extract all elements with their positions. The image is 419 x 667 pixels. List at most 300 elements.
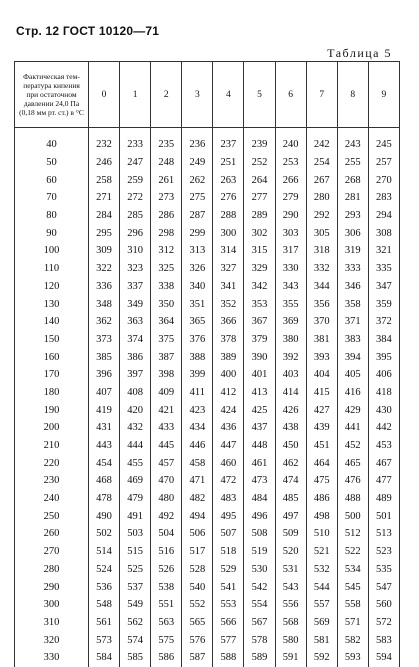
table-cell: 396 [89,366,120,384]
table-cell: 254 [306,154,337,172]
table-cell: 347 [368,278,399,296]
table-cell: 460 [213,454,244,472]
table-cell: 248 [151,154,182,172]
table-cell: 310 [120,242,151,260]
table-cell: 451 [306,437,337,455]
table-cell: 436 [213,419,244,437]
table-row [15,207,400,225]
table-cell: 468 [89,472,120,490]
table-cell: 289 [244,207,275,225]
table-cell: 295 [89,224,120,242]
table-cell: 443 [89,437,120,455]
table-cell: 554 [244,596,275,614]
table-row [15,419,400,437]
table-cell: 416 [337,384,368,402]
table-cell: 540 [182,578,213,596]
table-cell: 441 [337,419,368,437]
table-cell: 478 [89,490,120,508]
table-cell: 433 [151,419,182,437]
table-cell: 470 [151,472,182,490]
table-cell: 413 [244,384,275,402]
row-label: 40 [15,128,89,154]
table-cell: 480 [151,490,182,508]
table-cell: 411 [182,384,213,402]
table-row [15,384,400,402]
table-cell: 538 [151,578,182,596]
row-label: 200 [15,419,89,437]
table-cell: 355 [275,295,306,313]
table-cell: 393 [306,348,337,366]
table-cell: 490 [89,507,120,525]
table-cell: 492 [151,507,182,525]
table-cell: 496 [244,507,275,525]
table-cell: 401 [244,366,275,384]
table-cell: 567 [244,614,275,632]
table-cell: 568 [275,614,306,632]
table-cell: 525 [120,561,151,579]
table-cell: 563 [151,614,182,632]
table-cell: 327 [213,260,244,278]
row-label: 230 [15,472,89,490]
table-cell: 333 [337,260,368,278]
table-cell: 574 [120,631,151,649]
table-cell: 498 [306,507,337,525]
table-cell: 305 [306,224,337,242]
table-cell: 236 [182,128,213,154]
table-cell: 258 [89,171,120,189]
table-cell: 573 [89,631,120,649]
table-cell: 434 [182,419,213,437]
table-cell: 255 [337,154,368,172]
table-cell: 544 [306,578,337,596]
table-cell: 273 [151,189,182,207]
column-header: 4 [213,62,244,128]
table-cell: 318 [306,242,337,260]
table-cell: 515 [120,543,151,561]
table-row [15,596,400,614]
row-label: 60 [15,171,89,189]
table-cell: 235 [151,128,182,154]
table-cell: 343 [275,278,306,296]
table-cell: 326 [182,260,213,278]
table-cell: 267 [306,171,337,189]
row-label: 320 [15,631,89,649]
row-label: 220 [15,454,89,472]
table-cell: 483 [213,490,244,508]
table-cell: 243 [337,128,368,154]
table-cell: 384 [368,331,399,349]
table-cell: 287 [182,207,213,225]
table-cell: 299 [182,224,213,242]
table-row [15,490,400,508]
table-cell: 545 [337,578,368,596]
row-label: 130 [15,295,89,313]
table-cell: 461 [244,454,275,472]
table-row [15,331,400,349]
table-cell: 510 [306,525,337,543]
table-cell: 383 [337,331,368,349]
table-cell: 338 [151,278,182,296]
table-row [15,348,400,366]
table-cell: 552 [182,596,213,614]
table-cell: 325 [151,260,182,278]
stub-header: Фактическая тем-пература кипения при остаточном давлении 24,0 Па (0,18 мм рт. ст.) в °С [15,62,89,128]
table-cell: 514 [89,543,120,561]
table-cell: 406 [368,366,399,384]
table-cell: 404 [306,366,337,384]
table-cell: 330 [275,260,306,278]
table-cell: 471 [182,472,213,490]
table-cell: 506 [182,525,213,543]
table-cell: 437 [244,419,275,437]
table-cell: 359 [368,295,399,313]
table-cell: 405 [337,366,368,384]
table-cell: 424 [213,401,244,419]
table-cell: 458 [182,454,213,472]
table-cell: 547 [368,578,399,596]
table-cell: 452 [337,437,368,455]
table-header [15,62,400,128]
table-cell: 259 [120,171,151,189]
table-cell: 246 [89,154,120,172]
row-label: 260 [15,525,89,543]
table-cell: 399 [182,366,213,384]
table-row [15,295,400,313]
table-cell: 286 [151,207,182,225]
table-cell: 438 [275,419,306,437]
table-cell: 571 [337,614,368,632]
table-cell: 526 [151,561,182,579]
table-cell: 332 [306,260,337,278]
table-cell: 253 [275,154,306,172]
table-cell: 371 [337,313,368,331]
table-cell: 485 [275,490,306,508]
table-cell: 403 [275,366,306,384]
table-cell: 385 [89,348,120,366]
table-cell: 312 [151,242,182,260]
table-cell: 462 [275,454,306,472]
column-header: 0 [89,62,120,128]
row-label: 330 [15,649,89,667]
table-cell: 257 [368,154,399,172]
column-header: 2 [151,62,182,128]
table-cell: 245 [368,128,399,154]
table-cell: 442 [368,419,399,437]
table-cell: 551 [151,596,182,614]
table-cell: 501 [368,507,399,525]
row-label: 100 [15,242,89,260]
row-label: 190 [15,401,89,419]
table-cell: 582 [337,631,368,649]
table-cell: 271 [89,189,120,207]
table-cell: 415 [306,384,337,402]
table-cell: 288 [213,207,244,225]
table-cell: 388 [182,348,213,366]
table-cell: 491 [120,507,151,525]
row-label: 170 [15,366,89,384]
table-cell: 240 [275,128,306,154]
table-row [15,454,400,472]
table-cell: 447 [213,437,244,455]
table-cell: 467 [368,454,399,472]
table-cell: 356 [306,295,337,313]
table-cell: 283 [368,189,399,207]
table-cell: 251 [213,154,244,172]
table-cell: 593 [337,649,368,667]
table-cell: 394 [337,348,368,366]
table-cell: 450 [275,437,306,455]
table-cell: 285 [120,207,151,225]
table-cell: 306 [337,224,368,242]
table-cell: 367 [244,313,275,331]
table-cell: 309 [89,242,120,260]
table-cell: 294 [368,207,399,225]
table-cell: 337 [120,278,151,296]
table-cell: 380 [275,331,306,349]
table-row [15,224,400,242]
table-cell: 358 [337,295,368,313]
table-cell: 530 [244,561,275,579]
table-cell: 272 [120,189,151,207]
row-label: 240 [15,490,89,508]
table-body [15,128,400,667]
table-cell: 374 [120,331,151,349]
table-cell: 420 [120,401,151,419]
table-cell: 587 [182,649,213,667]
table-cell: 419 [89,401,120,419]
table-cell: 507 [213,525,244,543]
table-cell: 580 [275,631,306,649]
table-cell: 395 [368,348,399,366]
table-cell: 266 [275,171,306,189]
table-cell: 362 [89,313,120,331]
table-cell: 370 [306,313,337,331]
table-row [15,128,400,154]
table-cell: 353 [244,295,275,313]
table-cell: 513 [368,525,399,543]
page-header: Стр. 12 ГОСТ 10120—71 [16,24,160,38]
table-cell: 376 [182,331,213,349]
table-cell: 524 [89,561,120,579]
data-table [14,61,400,667]
table-cell: 445 [151,437,182,455]
table-cell: 252 [244,154,275,172]
table-row [15,242,400,260]
row-label: 160 [15,348,89,366]
row-label: 210 [15,437,89,455]
table-cell: 346 [337,278,368,296]
table-cell: 281 [337,189,368,207]
table-cell: 562 [120,614,151,632]
table-cell: 575 [151,631,182,649]
header-row [15,62,400,128]
table-cell: 303 [275,224,306,242]
table-cell: 233 [120,128,151,154]
column-header: 8 [337,62,368,128]
table-cell: 519 [244,543,275,561]
table-row [15,561,400,579]
table-cell: 426 [275,401,306,419]
row-label: 110 [15,260,89,278]
table-cell: 588 [213,649,244,667]
table-cell: 502 [89,525,120,543]
table-cell: 556 [275,596,306,614]
table-row [15,278,400,296]
table-cell: 423 [182,401,213,419]
table-cell: 261 [151,171,182,189]
table-cell: 489 [368,490,399,508]
table-cell: 277 [244,189,275,207]
table-cell: 386 [120,348,151,366]
row-label: 140 [15,313,89,331]
table-cell: 270 [368,171,399,189]
table-cell: 532 [306,561,337,579]
table-cell: 427 [306,401,337,419]
table-cell: 268 [337,171,368,189]
table-cell: 363 [120,313,151,331]
table-cell: 488 [337,490,368,508]
table-cell: 329 [244,260,275,278]
table-cell: 340 [182,278,213,296]
table-cell: 448 [244,437,275,455]
table-cell: 432 [120,419,151,437]
table-cell: 585 [120,649,151,667]
table-cell: 379 [244,331,275,349]
table-cell: 528 [182,561,213,579]
table-cell: 497 [275,507,306,525]
table-cell: 477 [368,472,399,490]
table-cell: 482 [182,490,213,508]
table-row [15,507,400,525]
table-cell: 378 [213,331,244,349]
table-cell: 465 [337,454,368,472]
table-cell: 583 [368,631,399,649]
row-label: 180 [15,384,89,402]
table-cell: 566 [213,614,244,632]
table-cell: 479 [120,490,151,508]
table-row [15,631,400,649]
table-cell: 512 [337,525,368,543]
table-cell: 464 [306,454,337,472]
table-cell: 263 [213,171,244,189]
table-cell: 314 [213,242,244,260]
table-cell: 537 [120,578,151,596]
table-cell: 313 [182,242,213,260]
table-cell: 529 [213,561,244,579]
table-cell: 503 [120,525,151,543]
table-cell: 372 [368,313,399,331]
table-caption: Таблица 5 [327,46,392,60]
table-cell: 457 [151,454,182,472]
table-cell: 454 [89,454,120,472]
table-row [15,154,400,172]
column-header: 7 [306,62,337,128]
table-cell: 578 [244,631,275,649]
table-cell: 484 [244,490,275,508]
table-cell: 375 [151,331,182,349]
table-row [15,614,400,632]
table-cell: 535 [368,561,399,579]
table-cell: 455 [120,454,151,472]
table-cell: 364 [151,313,182,331]
table-cell: 373 [89,331,120,349]
table-cell: 557 [306,596,337,614]
table-cell: 549 [120,596,151,614]
row-label: 270 [15,543,89,561]
table-cell: 349 [120,295,151,313]
table-cell: 284 [89,207,120,225]
table-cell: 543 [275,578,306,596]
table-cell: 296 [120,224,151,242]
row-label: 280 [15,561,89,579]
table-cell: 586 [151,649,182,667]
table-cell: 430 [368,401,399,419]
table-cell: 486 [306,490,337,508]
table-cell: 444 [120,437,151,455]
table-cell: 298 [151,224,182,242]
table-cell: 352 [213,295,244,313]
table-cell: 542 [244,578,275,596]
table-cell: 397 [120,366,151,384]
table-cell: 412 [213,384,244,402]
table-cell: 429 [337,401,368,419]
table-cell: 534 [337,561,368,579]
table-cell: 425 [244,401,275,419]
table-cell: 344 [306,278,337,296]
table-cell: 531 [275,561,306,579]
column-header: 1 [120,62,151,128]
row-label: 80 [15,207,89,225]
table-row [15,472,400,490]
table-cell: 572 [368,614,399,632]
table-cell: 474 [275,472,306,490]
table-cell: 500 [337,507,368,525]
row-label: 310 [15,614,89,632]
table-cell: 414 [275,384,306,402]
table-row [15,401,400,419]
table-cell: 351 [182,295,213,313]
table-cell: 560 [368,596,399,614]
table-row [15,313,400,331]
table-cell: 249 [182,154,213,172]
table-cell: 323 [120,260,151,278]
table-cell: 592 [306,649,337,667]
table-cell: 369 [275,313,306,331]
table-row [15,437,400,455]
table-row [15,366,400,384]
table-cell: 517 [182,543,213,561]
table-cell: 453 [368,437,399,455]
table-row [15,578,400,596]
table-cell: 584 [89,649,120,667]
row-label: 300 [15,596,89,614]
table-cell: 341 [213,278,244,296]
table-row [15,189,400,207]
table-cell: 302 [244,224,275,242]
table-cell: 518 [213,543,244,561]
table-cell: 350 [151,295,182,313]
row-label: 120 [15,278,89,296]
table-cell: 541 [213,578,244,596]
table-cell: 239 [244,128,275,154]
table-cell: 290 [275,207,306,225]
table-cell: 317 [275,242,306,260]
table-cell: 504 [151,525,182,543]
column-header: 3 [182,62,213,128]
table-cell: 508 [244,525,275,543]
table-cell: 237 [213,128,244,154]
table-cell: 390 [244,348,275,366]
